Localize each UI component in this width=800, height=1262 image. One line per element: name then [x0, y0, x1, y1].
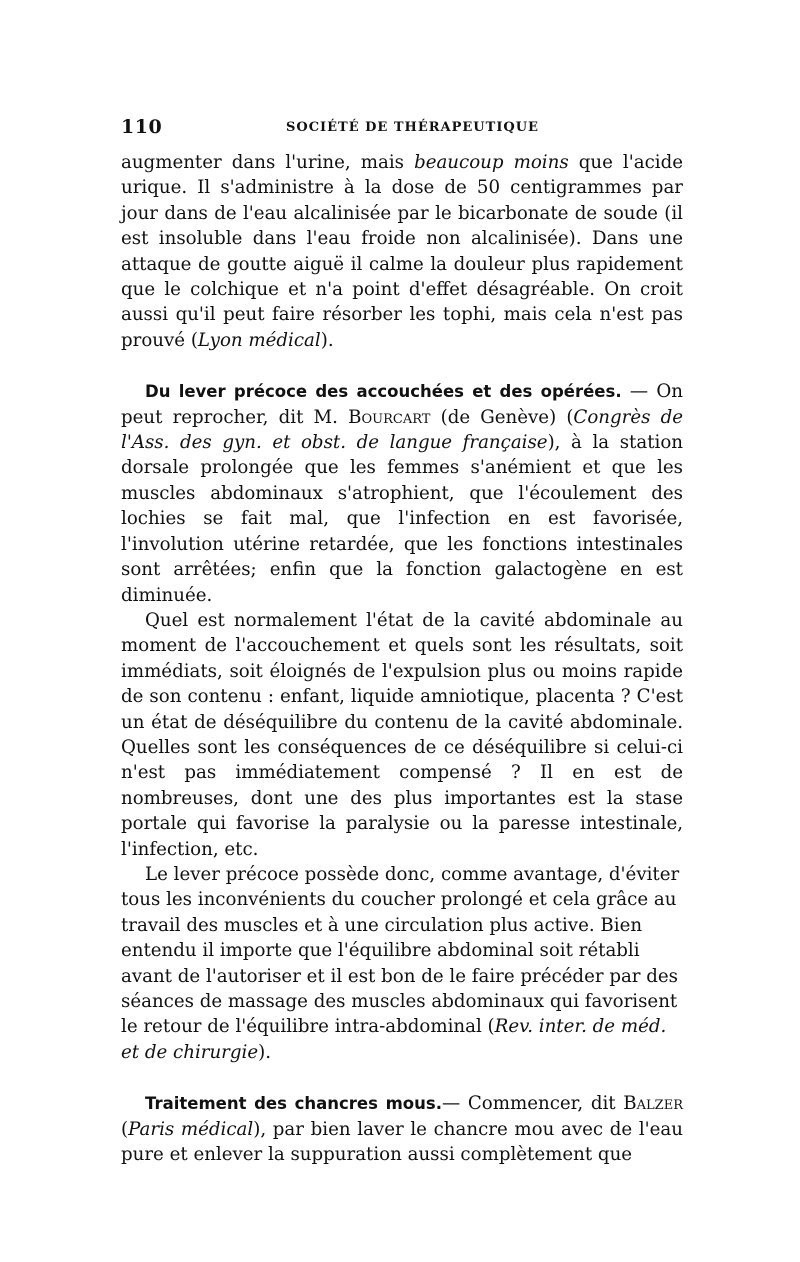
citation-lyon-medical: Lyon médical: [197, 329, 321, 351]
citation-congres: Congrès de l'Ass. des gyn. et obst. de langue française: [121, 406, 683, 454]
paragraph-lever-precoce: Du lever précoce des accouchées et des opérées. — On peut reprocher, dit M. Bourcart (de Genève) (Congrès de l'Ass. des gyn. et obst. de langue française), à la station dorsale prolongée que les femmes s'anémient et que les muscles abdominaux s'atrophient, que l'écoulement des lochies se fait mal, que l'infection en est favorisée, l'involution utérine retardée, que les fonctions intestinales sont arrêtées; enfin que la fonction galactogène en est diminuée.: [121, 381, 683, 606]
paragraph-chancres-mous: Traitement des chancres mous.— Commencer, dit Balzer (Paris médical), par bien laver le chancre mou avec de l'eau pure et enlever la suppuration aussi complètement que: [121, 1093, 683, 1166]
citation-rev-inter: Rev. inter. de méd. et de chirurgie: [121, 1016, 667, 1063]
citation-paris-medical: Paris médical: [128, 1118, 254, 1140]
section-gap: [121, 353, 683, 379]
paragraph-uric-acid: augmenter dans l'urine, mais beaucoup moins que l'acide urique. Il s'administre à la dose de 50 centigrammes par jour dans de l'eau alcalinisée par le bicarbonate de soude (il est insoluble dans l'eau froide non alcalinisée). Dans une attaque de goutte aiguë il calme la douleur plus rapidement que le colchique et n'a point d'effet désagréable. On croit aussi qu'il peut faire résorber les tophi, mais cela n'est pas prouvé (Lyon médical).: [121, 152, 683, 351]
body-text: [121, 150, 683, 1167]
author-name: Balzer: [623, 1093, 683, 1115]
page-number: 110: [121, 116, 163, 138]
paragraph-avantages: Le lever précoce possède donc, comme avantage, d'éviter tous les inconvénients du coucher prolongé et cela grâce au travail des muscles et à une circulation plus active. Bien entendu il importe que l'équilibre abdominal soit rétabli avant de l'autoriser et il est bon de le faire précéder par des séances de massage des muscles abdominaux qui favorisent le retour de l'équilibre intra-abdominal (Rev. inter. de méd. et de chirurgie).: [121, 863, 680, 1063]
author-name: Bourcart: [348, 406, 431, 428]
page-header: [121, 116, 681, 140]
section-heading-chancres-mous: Traitement des chancres mous.: [145, 1094, 442, 1114]
running-head: SOCIÉTÉ DE THÉRAPEUTIQUE: [286, 120, 539, 135]
paragraph-cavite-abdominale: Quel est normalement l'état de la cavité abdominale au moment de l'accouchement et quels sont les résultats, soit immédiats, soit éloignés de l'expulsion plus ou moins rapide de son contenu : enfant, liquide amniotique, placenta ? C'est un état de déséquilibre du contenu de la cavité abdominale. Quelles sont les conséquences de ce déséquilibre si celui-ci n'est pas immédiatement compensé ? Il en est de nombreuses, dont une des plus importantes est la stase portale qui favorise la paralysie ou la paresse intestinale, l'infection, etc.: [121, 609, 683, 860]
section-gap: [121, 1065, 683, 1091]
section-heading-lever-precoce: Du lever précoce des accouchées et des opérées.: [145, 382, 622, 402]
